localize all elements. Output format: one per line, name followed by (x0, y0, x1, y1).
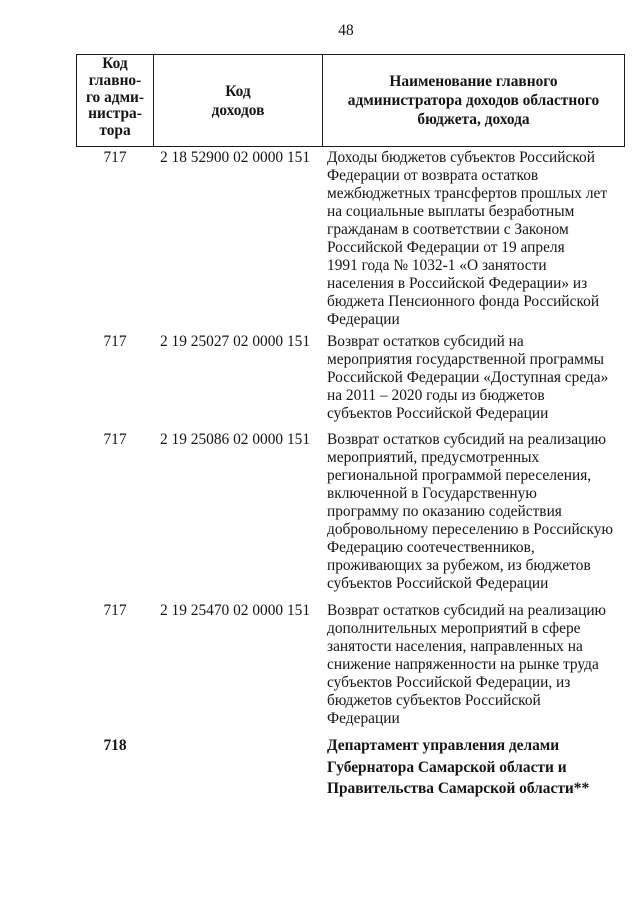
income-name-line: на социальные выплаты безработным (327, 203, 575, 220)
income-name-line: дополнительных мероприятий в сфере (327, 620, 581, 637)
header-line: го адми- (85, 88, 145, 106)
income-name-line: Федерации (327, 311, 400, 328)
income-name (327, 602, 606, 728)
income-name-line: гражданам в соответствии с Законом (327, 221, 569, 238)
header-line: Код (225, 82, 251, 100)
income-name-line: бюджетов субъектов Российской (327, 692, 541, 709)
income-name-line: проживающих за рубежом, из бюджетов (327, 557, 591, 574)
income-name-line: мероприятия государственной программы (327, 351, 604, 368)
admin-code: 717 (103, 431, 127, 448)
income-name-line: Доходы бюджетов субъектов Российской (327, 149, 595, 166)
admin-code: 718 (103, 737, 127, 754)
table-header (76, 54, 625, 147)
income-name-line: занятости населения, направленных на (327, 638, 583, 655)
department-name (327, 735, 589, 800)
header-line: Код (102, 55, 128, 72)
income-name-line: субъектов Российской Федерации (327, 405, 549, 422)
header-income-code (153, 55, 322, 146)
header-line: тора (99, 122, 131, 140)
income-code: 2 18 52900 02 0000 151 (159, 149, 311, 166)
income-name-line: добровольному переселению в Российскую (327, 521, 613, 538)
income-name-line: Российской Федерации от 19 апреля (327, 239, 565, 256)
admin-code: 717 (103, 149, 127, 166)
header-line: администратора доходов областного (347, 92, 600, 109)
header-name (322, 55, 624, 146)
admin-code: 717 (103, 333, 127, 350)
income-name-line: программу по оказанию содействия (327, 503, 562, 520)
income-name-line: Возврат остатков субсидий на (327, 333, 524, 350)
income-name-line: Федерации (327, 710, 400, 727)
income-code: 2 19 25086 02 0000 151 (159, 431, 311, 448)
header-line: Наименование главного (389, 73, 558, 90)
department-name-line: Губернатора Самарской области и (327, 758, 567, 776)
income-name-line: Российской Федерации «Доступная среда» (327, 369, 609, 386)
header-line: доходов (211, 101, 265, 119)
income-name-line: мероприятий, предусмотренных (327, 449, 540, 466)
admin-code: 717 (103, 602, 127, 619)
income-name-line: региональной программой переселения, (327, 467, 592, 484)
income-code: 2 19 25470 02 0000 151 (159, 602, 311, 619)
income-name-line: Федерации от возврата остатков (327, 167, 539, 184)
header-line: нистра- (88, 105, 142, 123)
income-name-line: на 2011 – 2020 годы из бюджетов (327, 387, 545, 404)
income-name-line: Федерацию соотечественников, (327, 539, 535, 556)
page-number: 48 (338, 22, 354, 39)
income-name-line: Возврат остатков субсидий на реализацию (327, 602, 607, 619)
income-name (327, 333, 608, 423)
header-admin-code (77, 55, 153, 146)
department-name-line: Департамент управления делами (327, 737, 560, 754)
income-code: 2 19 25027 02 0000 151 (159, 333, 311, 350)
income-name-line: 1991 года № 1032-1 «О занятости (327, 257, 547, 274)
department-name-line: Правительства Самарской области** (327, 780, 590, 797)
income-name-line: субъектов Российской Федерации (327, 575, 549, 592)
income-name-line: включенной в Государственную (327, 485, 537, 502)
header-line: бюджета, дохода (417, 111, 530, 128)
header-line: главно- (88, 71, 142, 89)
income-name-line: межбюджетных трансфертов прошлых лет (327, 185, 608, 202)
income-name-line: Возврат остатков субсидий на реализацию (327, 431, 607, 448)
income-name-line: бюджета Пенсионного фонда Российской (327, 293, 600, 310)
income-name-line: населения в Российской Федерации» из (327, 275, 588, 292)
income-name (327, 149, 607, 329)
income-name (327, 431, 613, 593)
income-name-line: субъектов Российской Федерации, из (327, 674, 571, 691)
income-name-line: снижение напряженности на рынке труда (327, 656, 599, 673)
